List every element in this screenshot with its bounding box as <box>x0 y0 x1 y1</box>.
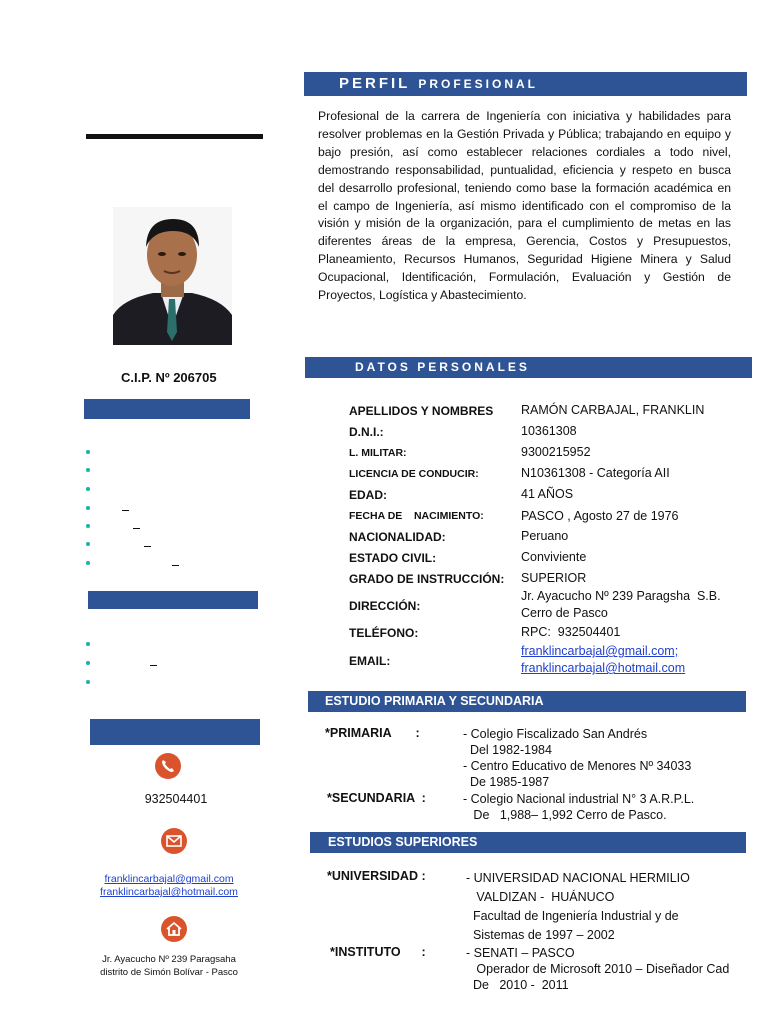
dash <box>133 528 140 529</box>
label-licencia: LICENCIA DE CONDUCIR: <box>349 468 479 480</box>
label-nacionalidad: NACIONALIDAD: <box>349 530 446 544</box>
dash <box>150 665 157 666</box>
value-dni: 10361308 <box>521 424 577 438</box>
mail-icon <box>161 828 187 854</box>
cip-number: C.I.P. Nº 206705 <box>121 370 217 385</box>
value-grado: SUPERIOR <box>521 571 587 585</box>
secundaria-label: *SECUNDARIA : <box>327 791 426 805</box>
left-top-rule <box>86 134 263 139</box>
label-edad: EDAD: <box>349 488 387 502</box>
instituto-line-2: Operador de Microsoft 2010 – Diseñador Cad <box>466 962 730 976</box>
label-direccion: DIRECCIÓN: <box>349 599 421 613</box>
value-email-hotmail[interactable]: franklincarbajal@hotmail.com <box>521 661 686 675</box>
left-section-bar-2 <box>88 591 258 609</box>
label-telefono: TELÉFONO: <box>349 626 419 640</box>
universidad-line-3: Facultad de Ingeniería Industrial y de <box>466 909 679 923</box>
secundaria-line-1: - Colegio Nacional industrial N° 3 A.R.P.L. <box>463 792 695 806</box>
personal-title: DATOS PERSONALES <box>355 360 530 374</box>
value-email-gmail[interactable]: franklincarbajal@gmail.com; <box>521 644 679 658</box>
bullet <box>86 680 90 684</box>
primaria-label: *PRIMARIA : <box>325 726 420 740</box>
value-apellidos: RAMÓN CARBAJAL, FRANKLIN <box>521 403 705 417</box>
primaria-line-4: De 1985-1987 <box>463 775 550 789</box>
left-address-line-2: distrito de Simón Bolívar - Pasco <box>100 967 238 978</box>
bullet <box>86 661 90 665</box>
label-grado: GRADO DE INSTRUCCIÓN: <box>349 572 505 586</box>
bullet <box>86 506 90 510</box>
left-section-bar-3 <box>90 719 260 745</box>
higher-title: ESTUDIOS SUPERIORES <box>328 835 478 849</box>
bullet <box>86 487 90 491</box>
school-title: ESTUDIO PRIMARIA Y SECUNDARIA <box>325 694 544 708</box>
value-estado-civil: Conviviente <box>521 550 587 564</box>
label-militar: L. MILITAR: <box>349 447 407 459</box>
value-edad: 41 AÑOS <box>521 487 574 501</box>
value-nacionalidad: Peruano <box>521 529 569 543</box>
label-email: EMAIL: <box>349 654 391 668</box>
perfil-title: PERFIL <box>339 75 411 92</box>
bullet <box>86 468 90 472</box>
instituto-line-1: - SENATI – PASCO <box>466 946 575 960</box>
left-email-hotmail[interactable]: franklincarbajal@hotmail.com <box>100 886 238 898</box>
left-phone: 932504401 <box>144 792 208 806</box>
dash <box>122 510 129 511</box>
left-section-bar-1 <box>84 399 250 419</box>
value-telefono: RPC: 932504401 <box>521 625 621 639</box>
bullet <box>86 642 90 646</box>
personal-header <box>305 357 752 378</box>
school-header <box>308 691 746 712</box>
value-direccion-2: Cerro de Pasco <box>521 606 608 620</box>
value-licencia: N10361308 - Categoría AII <box>521 466 670 480</box>
bullet <box>86 524 90 528</box>
bullet <box>86 542 90 546</box>
profile-text: Profesional de la carrera de Ingeniería con iniciativa y habilidades para resolver problemas en la Gestión Privada y Pública; trabajando en equipo y bajo presión, así como establecer relaciones cordiales a todo nivel, demostrando responsabilidad, puntualidad, eficiencia y respeto en busca del desarrollo profesional, teniendo como base la formación académica en el campo de Ingeniería, así mismo identificado con el compromiso de la visión y misión de la organización, para el cumplimiento de metas en las diferentes áreas de la empresa, Gerencia, Costos y Presupuestos, Planeamiento, Recursos Humanos, Seguridad Higiene Minera y Salud Ocupacional, Identificación, Formulación, Evaluación y Gestión de Proyectos, Logística y Abastecimiento. <box>318 109 731 303</box>
universidad-line-2: VALDIZAN - HUÁNUCO <box>466 890 615 904</box>
label-estado-civil: ESTADO CIVIL: <box>349 551 437 565</box>
universidad-line-4: Sistemas de 1997 – 2002 <box>466 928 615 942</box>
value-direccion-1: Jr. Ayacucho Nº 239 Paragsha S.B. <box>521 589 721 603</box>
label-apellidos: APELLIDOS Y NOMBRES <box>349 404 494 418</box>
primaria-line-2: Del 1982-1984 <box>463 743 552 757</box>
label-dni: D.N.I.: <box>349 425 384 439</box>
instituto-label: *INSTITUTO : <box>330 945 426 959</box>
primaria-line-1: - Colegio Fiscalizado San Andrés <box>463 727 648 741</box>
perfil-subtitle: PROFESIONAL <box>418 77 539 91</box>
left-email-gmail[interactable]: franklincarbajal@gmail.com <box>104 873 234 885</box>
perfil-header <box>304 72 747 96</box>
phone-icon <box>155 753 181 779</box>
home-icon <box>161 916 187 942</box>
left-address-line-1: Jr. Ayacucho Nº 239 Paragsaha <box>102 954 236 965</box>
bullet <box>86 450 90 454</box>
value-fecha: PASCO , Agosto 27 de 1976 <box>521 509 679 523</box>
value-militar: 9300215952 <box>521 445 591 459</box>
dash <box>144 546 151 547</box>
universidad-line-1: - UNIVERSIDAD NACIONAL HERMILIO <box>466 871 690 885</box>
dash <box>172 565 179 566</box>
higher-header <box>310 832 746 853</box>
primaria-line-3: - Centro Educativo de Menores Nº 34033 <box>463 759 692 773</box>
label-fecha: FECHA DE NACIMIENTO: <box>349 510 484 522</box>
bullet <box>86 561 90 565</box>
profile-photo <box>113 207 232 345</box>
secundaria-line-2: De 1,988– 1,992 Cerro de Pasco. <box>463 808 667 822</box>
instituto-line-3: De 2010 - 2011 <box>466 978 569 992</box>
universidad-label: *UNIVERSIDAD : <box>327 869 426 883</box>
